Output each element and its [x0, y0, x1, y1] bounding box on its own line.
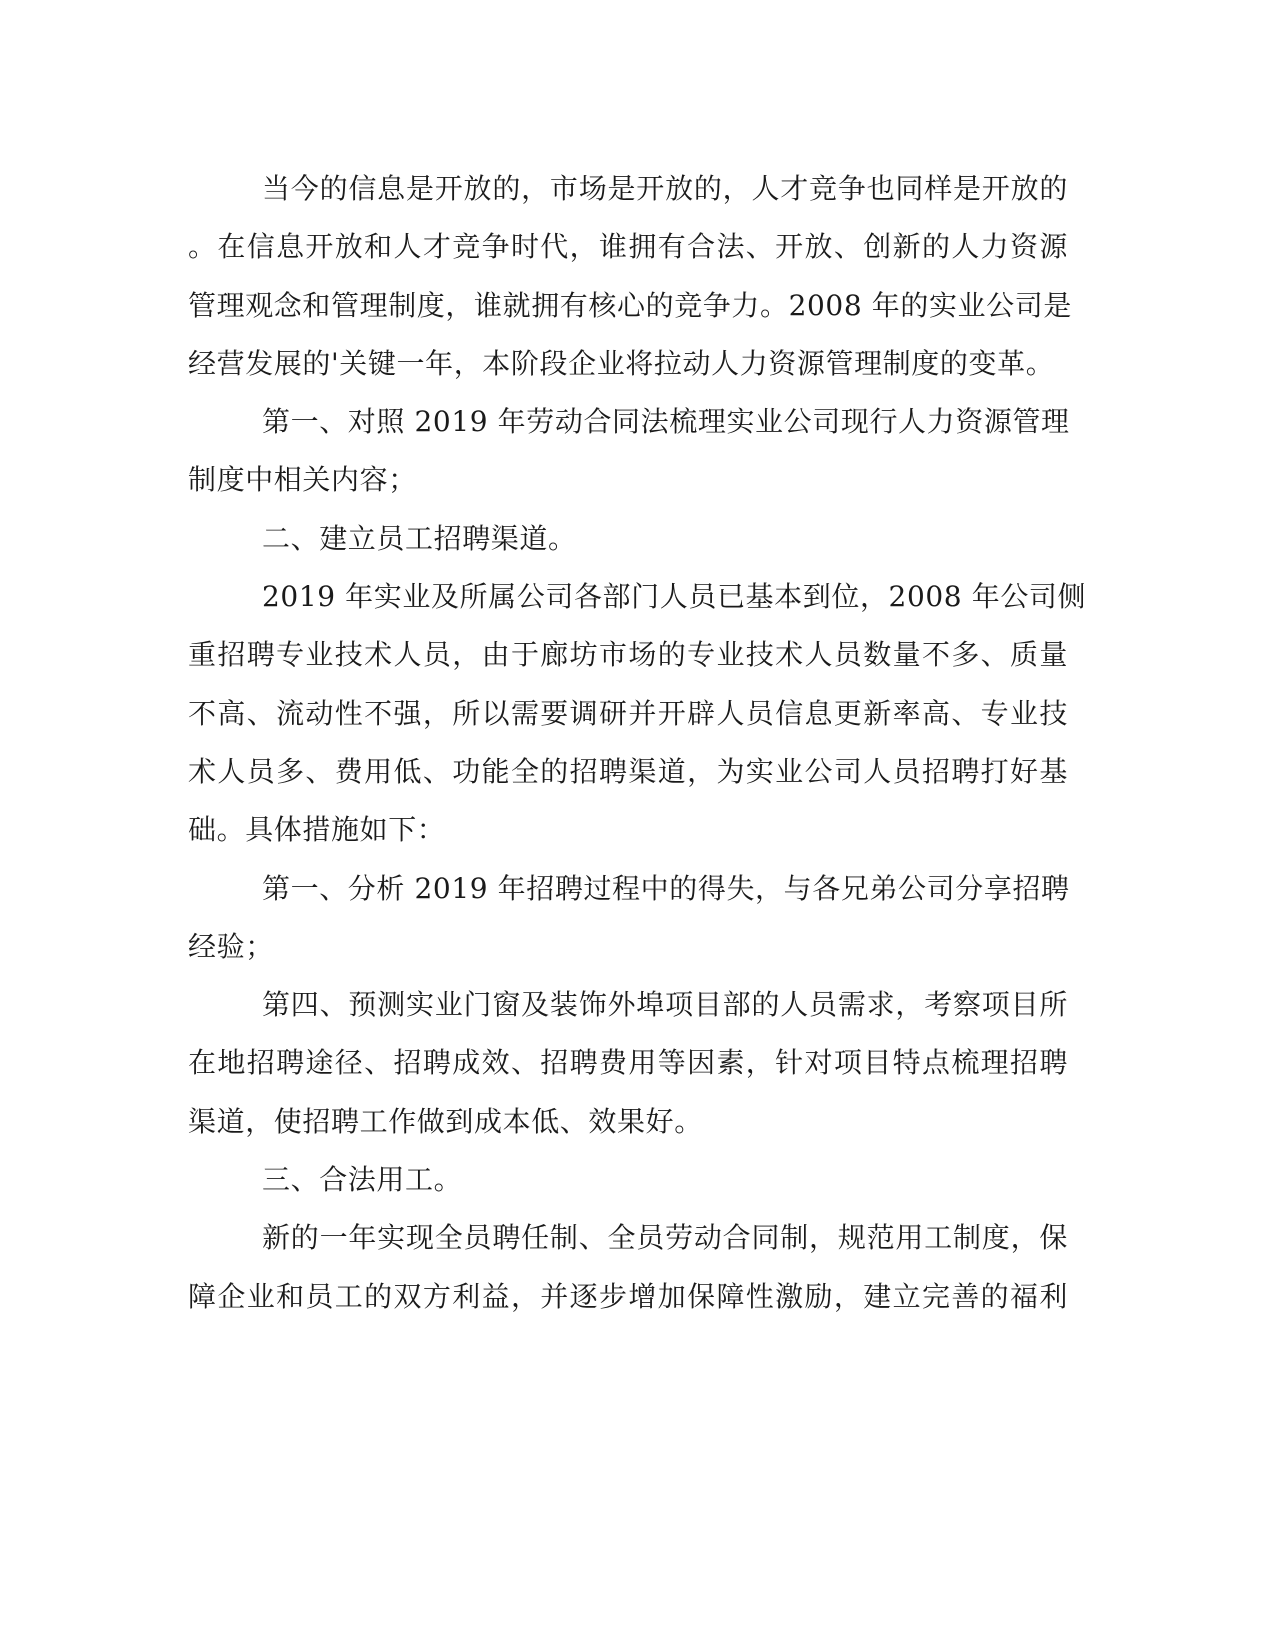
paragraph-1-line-3: 管理观念和管理制度，谁就拥有核心的竞争力。2008 年的实业公司是: [188, 288, 1072, 322]
paragraph-1-line-4: 经营发展的'关键一年，本阶段企业将拉动人力资源管理制度的变革。: [188, 346, 1055, 380]
section-heading-legal-employment: 三、合法用工。: [262, 1163, 463, 1197]
paragraph-1-line-2: 。在信息开放和人才竞争时代，谁拥有合法、开放、创新的人力资源: [188, 230, 1068, 264]
paragraph-6-line-2: 在地招聘途径、招聘成效、招聘费用等因素，针对项目特点梳理招聘: [188, 1046, 1068, 1080]
paragraph-6-line-1: 第四、预测实业门窗及装饰外埠项目部的人员需求，考察项目所: [262, 988, 1068, 1022]
paragraph-8-line-1: 新的一年实现全员聘任制、全员劳动合同制，规范用工制度，保: [262, 1221, 1068, 1255]
paragraph-4-line-4: 术人员多、费用低、功能全的招聘渠道，为实业公司人员招聘打好基: [188, 754, 1068, 788]
paragraph-4-line-3: 不高、流动性不强，所以需要调研并开辟人员信息更新率高、专业技: [188, 696, 1068, 730]
paragraph-4-line-5: 础。具体措施如下：: [188, 813, 446, 847]
paragraph-5-line-2: 经验；: [188, 929, 274, 963]
section-heading-recruitment: 二、建立员工招聘渠道。: [262, 521, 577, 555]
paragraph-8-line-2: 障企业和员工的双方利益，并逐步增加保障性激励，建立完善的福利: [188, 1279, 1068, 1313]
paragraph-4-line-1: 2019 年实业及所属公司各部门人员已基本到位，2008 年公司侧: [262, 580, 1087, 614]
paragraph-1-line-1: 当今的信息是开放的，市场是开放的，人才竞争也同样是开放的: [262, 172, 1068, 205]
paragraph-4-line-2: 重招聘专业技术人员，由于廊坊市场的专业技术人员数量不多、质量: [188, 638, 1068, 672]
paragraph-2-line-1: 第一、对照 2019 年劳动合同法梳理实业公司现行人力资源管理: [262, 405, 1070, 439]
paragraph-5-line-1: 第一、分析 2019 年招聘过程中的得失，与各兄弟公司分享招聘: [262, 871, 1070, 905]
paragraph-6-line-3: 渠道，使招聘工作做到成本低、效果好。: [188, 1104, 703, 1138]
paragraph-2-line-2: 制度中相关内容；: [188, 463, 417, 497]
body-text: [188, 160, 1087, 1326]
